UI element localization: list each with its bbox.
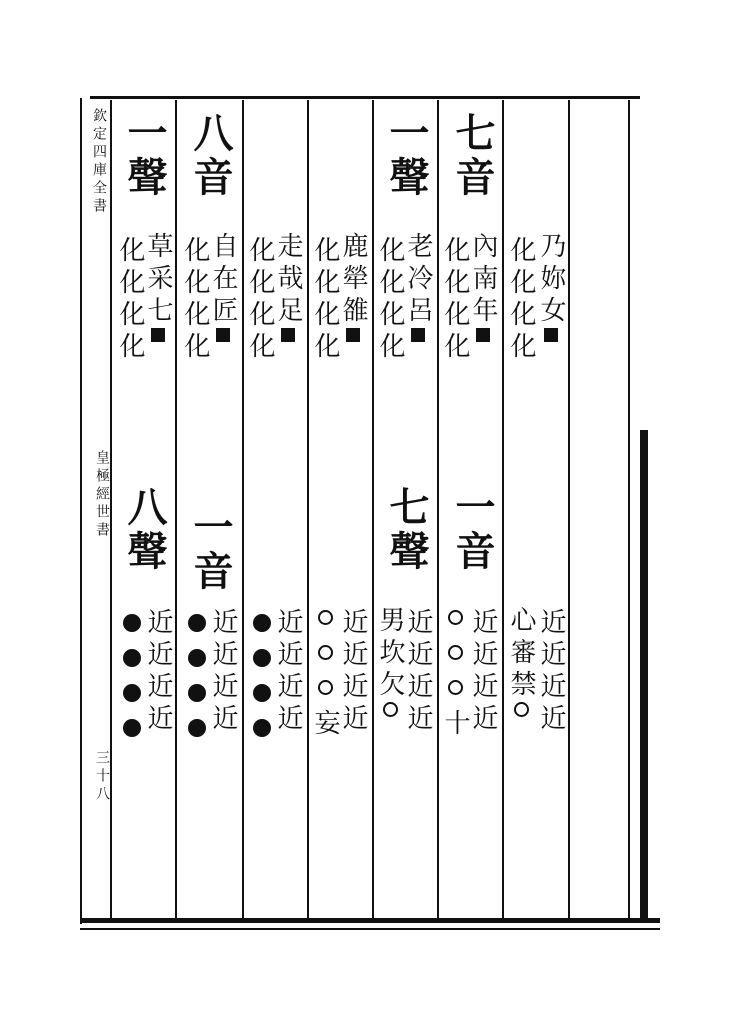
page-number: 三十八 bbox=[94, 750, 110, 804]
filled-square-icon bbox=[216, 328, 230, 342]
column-separator bbox=[502, 100, 504, 918]
column-6-upper: 自在匠 bbox=[210, 232, 236, 342]
filled-circle-icon bbox=[123, 614, 141, 632]
filled-circle-icon bbox=[123, 684, 141, 702]
column-separator bbox=[437, 100, 439, 918]
filled-circle-icon bbox=[188, 684, 206, 702]
frame-bottom-rule bbox=[80, 918, 660, 923]
column-5-lower: 近近近近 bbox=[273, 608, 303, 736]
column-separator bbox=[110, 100, 112, 918]
column-6-header-bottom: 一音 bbox=[187, 506, 234, 594]
column-7-header-bottom: 八聲 bbox=[121, 486, 168, 574]
column-6-header-top: 八音 bbox=[187, 112, 234, 200]
book-title: 皇極經世書 bbox=[94, 450, 110, 540]
filled-square-icon bbox=[411, 328, 425, 342]
frame-bottom-rule-thin bbox=[80, 928, 660, 930]
column-7-marks: 化化化化 bbox=[115, 236, 145, 364]
circle-icon bbox=[448, 680, 463, 695]
column-2-lower-prefix: 十 bbox=[442, 610, 468, 741]
column-4-marks: 化化化化 bbox=[310, 236, 340, 364]
column-separator bbox=[242, 100, 244, 918]
circle-icon bbox=[514, 702, 529, 717]
column-3-header-bottom: 七聲 bbox=[383, 486, 430, 574]
filled-circle-icon bbox=[253, 614, 271, 632]
circle-icon bbox=[318, 645, 333, 660]
column-6-marks: 化化化化 bbox=[180, 236, 210, 364]
column-2-header-top: 七音 bbox=[449, 112, 496, 200]
right-rule bbox=[628, 100, 630, 918]
column-4-lower-prefix: 妄 bbox=[312, 610, 338, 741]
column-1-lower: 近近近近 bbox=[536, 608, 566, 736]
circle-icon bbox=[448, 610, 463, 625]
filled-square-icon bbox=[346, 328, 360, 342]
column-1-upper: 乃妳女 bbox=[538, 232, 564, 342]
column-separator bbox=[175, 100, 177, 918]
column-4-lower: 近近近近 bbox=[338, 608, 368, 736]
column-3-header-top: 一聲 bbox=[383, 112, 430, 200]
column-2-header-bottom: 一音 bbox=[449, 486, 496, 574]
filled-square-icon bbox=[281, 328, 295, 342]
column-3-marks: 化化化化 bbox=[375, 236, 405, 364]
column-7-upper: 草采七 bbox=[145, 232, 171, 342]
column-5-lower-prefix bbox=[249, 614, 275, 737]
column-5-upper: 走哉足 bbox=[275, 232, 301, 342]
filled-square-icon bbox=[544, 328, 558, 342]
circle-icon bbox=[318, 680, 333, 695]
filled-square-icon bbox=[151, 328, 165, 342]
column-separator bbox=[568, 100, 570, 918]
column-6-lower-prefix bbox=[184, 614, 210, 737]
filled-circle-icon bbox=[188, 719, 206, 737]
filled-circle-icon bbox=[188, 614, 206, 632]
filled-square-icon bbox=[476, 328, 490, 342]
margin-rule bbox=[80, 98, 82, 924]
filled-circle-icon bbox=[253, 719, 271, 737]
column-7-lower: 近近近近 bbox=[143, 608, 173, 736]
column-7-header-top: 一聲 bbox=[121, 112, 168, 200]
column-7-lower-prefix bbox=[119, 614, 145, 737]
column-3-lower: 近近近近 bbox=[403, 608, 433, 736]
frame-top-rule bbox=[90, 96, 640, 99]
column-2-upper: 內南年 bbox=[470, 232, 496, 342]
column-6-lower: 近近近近 bbox=[208, 608, 238, 736]
column-4-upper: 鹿犖雒 bbox=[340, 232, 366, 342]
filled-circle-icon bbox=[253, 649, 271, 667]
column-5-marks: 化化化化 bbox=[245, 236, 275, 364]
circle-icon bbox=[318, 610, 333, 625]
column-2-marks: 化化化化 bbox=[440, 236, 470, 364]
column-separator bbox=[372, 100, 374, 918]
circle-icon bbox=[383, 702, 398, 717]
column-3-upper: 老冷呂 bbox=[405, 232, 431, 342]
column-2-lower: 近近近近 bbox=[468, 608, 498, 736]
filled-circle-icon bbox=[123, 649, 141, 667]
column-1-marks: 化化化化 bbox=[506, 236, 536, 364]
right-heavy-rule bbox=[640, 430, 648, 918]
margin-top-title: 欽定四庫全書 bbox=[91, 108, 107, 216]
filled-circle-icon bbox=[123, 719, 141, 737]
circle-icon bbox=[448, 645, 463, 660]
filled-circle-icon bbox=[253, 684, 271, 702]
column-separator bbox=[307, 100, 309, 918]
filled-circle-icon bbox=[188, 649, 206, 667]
column-1-lower-prefix: 心審禁 bbox=[508, 606, 534, 717]
column-3-lower-prefix: 男坎欠 bbox=[377, 606, 403, 717]
